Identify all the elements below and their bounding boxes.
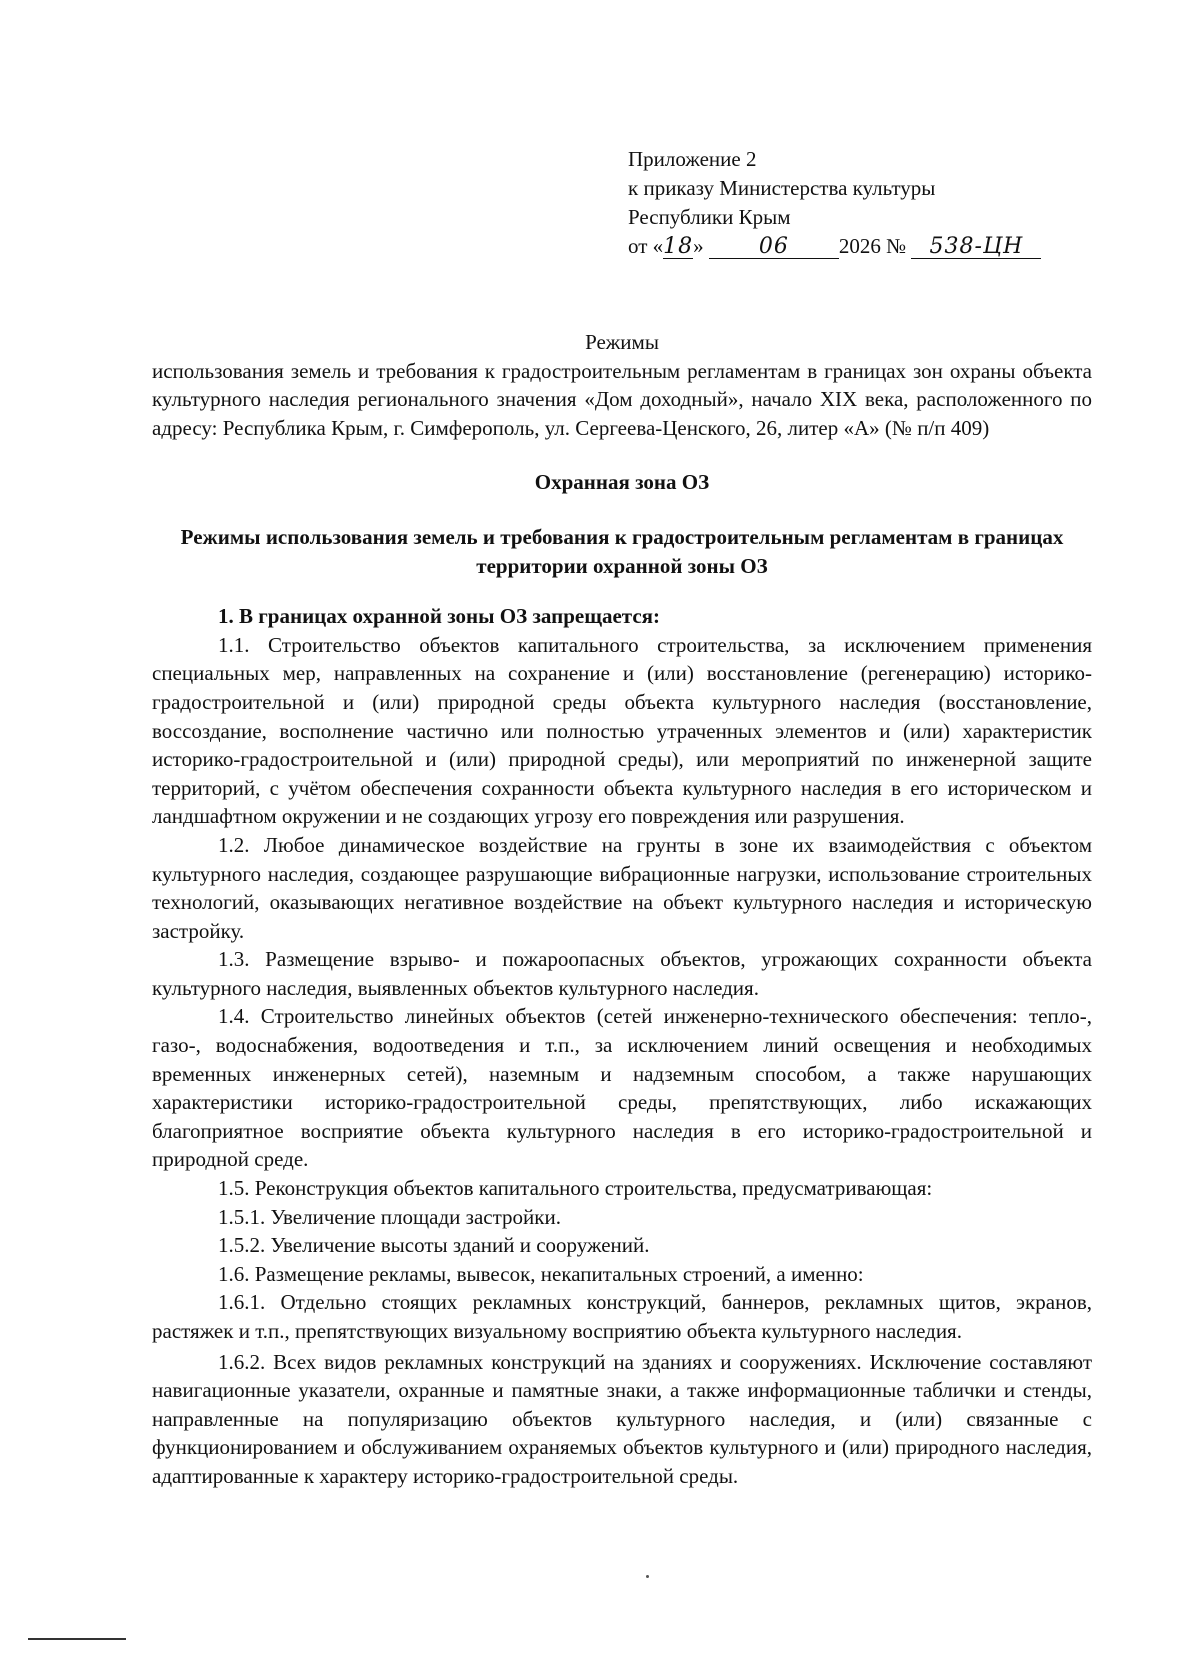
date-month: 06 [758,234,789,259]
date-day-suffix: » [693,234,704,258]
document-body [152,328,1092,1491]
paragraph-1-6-2: 1.6.2. Всех видов рекламных конструкций на зданиях и сооружениях. Исключение составляют навигационные указатели, охранные и памятные знаки, а также информационные таблички и стенды, направленные на популяризацию объектов культурного наследия, и (или) связанные с функционированием и обслуживанием охраняемых объектов культурного и (или) природного наследия, адаптированные к характеру историко-градостроительной среды. [152,1349,1092,1488]
date-year-label: 2026 № [838,234,907,258]
document-subtitle: использования земель и требования к градостроительным регламентам в границах зон охраны объекта культурного наследия регионального значения «Дом доходный», начало XIX века, расположенного по адресу: Республика Крым, г. Симферополь, ул. Сергеева-Ценского, 26, литер «А» (№ п/п 409) [152,358,1092,440]
regime-heading: Режимы использования земель и требования к градостроительным регламентам в границах территории охранной зоны ОЗ [180,524,1064,578]
paragraph-1-1: 1.1. Строительство объектов капитального строительства, за исключением применения специальных мер, направленных на сохранение и (или) восстановление (регенерацию) историко-градостроительной и (или) природной среды объекта культурного наследия (восстановление, воссоздание, восполнение частично или полностью утраченных элементов и (или) характеристик историко-градостроительной и (или) природной среды), или мероприятий по инженерной защите территорий, с учётом обеспечения сохранности объекта культурного наследия в его историческом и ландшафтном окружении и не создающих угрозу его повреждения или разрушения. [152,632,1092,829]
order-number-field [911,235,1041,259]
paragraph-1-5-1: 1.5.1. Увеличение площади застройки. [218,1204,561,1229]
section-1-heading: 1. В границах охранной зоны ОЗ запрещается: [218,604,661,629]
scan-speck [646,1575,649,1578]
paragraph-1-3: 1.3. Размещение взрыво- и пожароопасных объектов, угрожающих сохранности объекта культурного наследия, выявленных объектов культурного наследия. [152,947,1092,1000]
appendix-line-1: Приложение 2 [628,147,757,171]
appendix-date-line [628,232,1108,261]
paragraph-1-2: 1.2. Любое динамическое воздействие на грунты в зоне их взаимодействия с объектом культурного наследия, создающее разрушающие вибрационные нагрузки, использование строительных технологий, оказывающих негативное воздействие на объект культурного наследия и историческую застройку. [152,832,1092,943]
paragraph-1-5-2: 1.5.2. Увеличение высоты зданий и сооружений. [218,1233,650,1258]
paragraph-1-5: 1.5. Реконструкция объектов капитального строительства, предусматривающая: [218,1176,933,1201]
zone-heading: Охранная зона ОЗ [534,470,710,495]
appendix-header [628,145,1108,261]
date-prefix: от « [628,234,664,258]
date-day-field [663,235,693,259]
paragraph-1-6: 1.6. Размещение рекламы, вывесок, некапитальных строений, а именно: [218,1261,864,1286]
date-day: 18 [663,234,694,259]
order-number: 538-ЦН [929,234,1024,259]
appendix-line-3: Республики Крым [628,205,791,229]
document-title: Режимы [585,330,659,354]
paragraph-1-4: 1.4. Строительство линейных объектов (сетей инженерно-технического обеспечения: тепло-, газо-, водоснабжения, водоотведения и т.п., за исключением линий освещения и необходимых временных инженерных сетей), наземным и надземным способом, а также нарушающих характеристики историко-градостроительной среды, препятствующих, либо искажающих благоприятное восприятие объекта культурного наследия в его историко-градостроительной и природной среде. [152,1004,1092,1172]
date-month-field [709,235,839,259]
footer-rule [28,1638,126,1640]
paragraph-1-6-1: 1.6.1. Отдельно стоящих рекламных конструкций, баннеров, рекламных щитов, экранов, растяжек и т.п., препятствующих визуальному восприятию объекта культурного наследия. [152,1290,1092,1343]
appendix-line-2: к приказу Министерства культуры [628,176,936,200]
